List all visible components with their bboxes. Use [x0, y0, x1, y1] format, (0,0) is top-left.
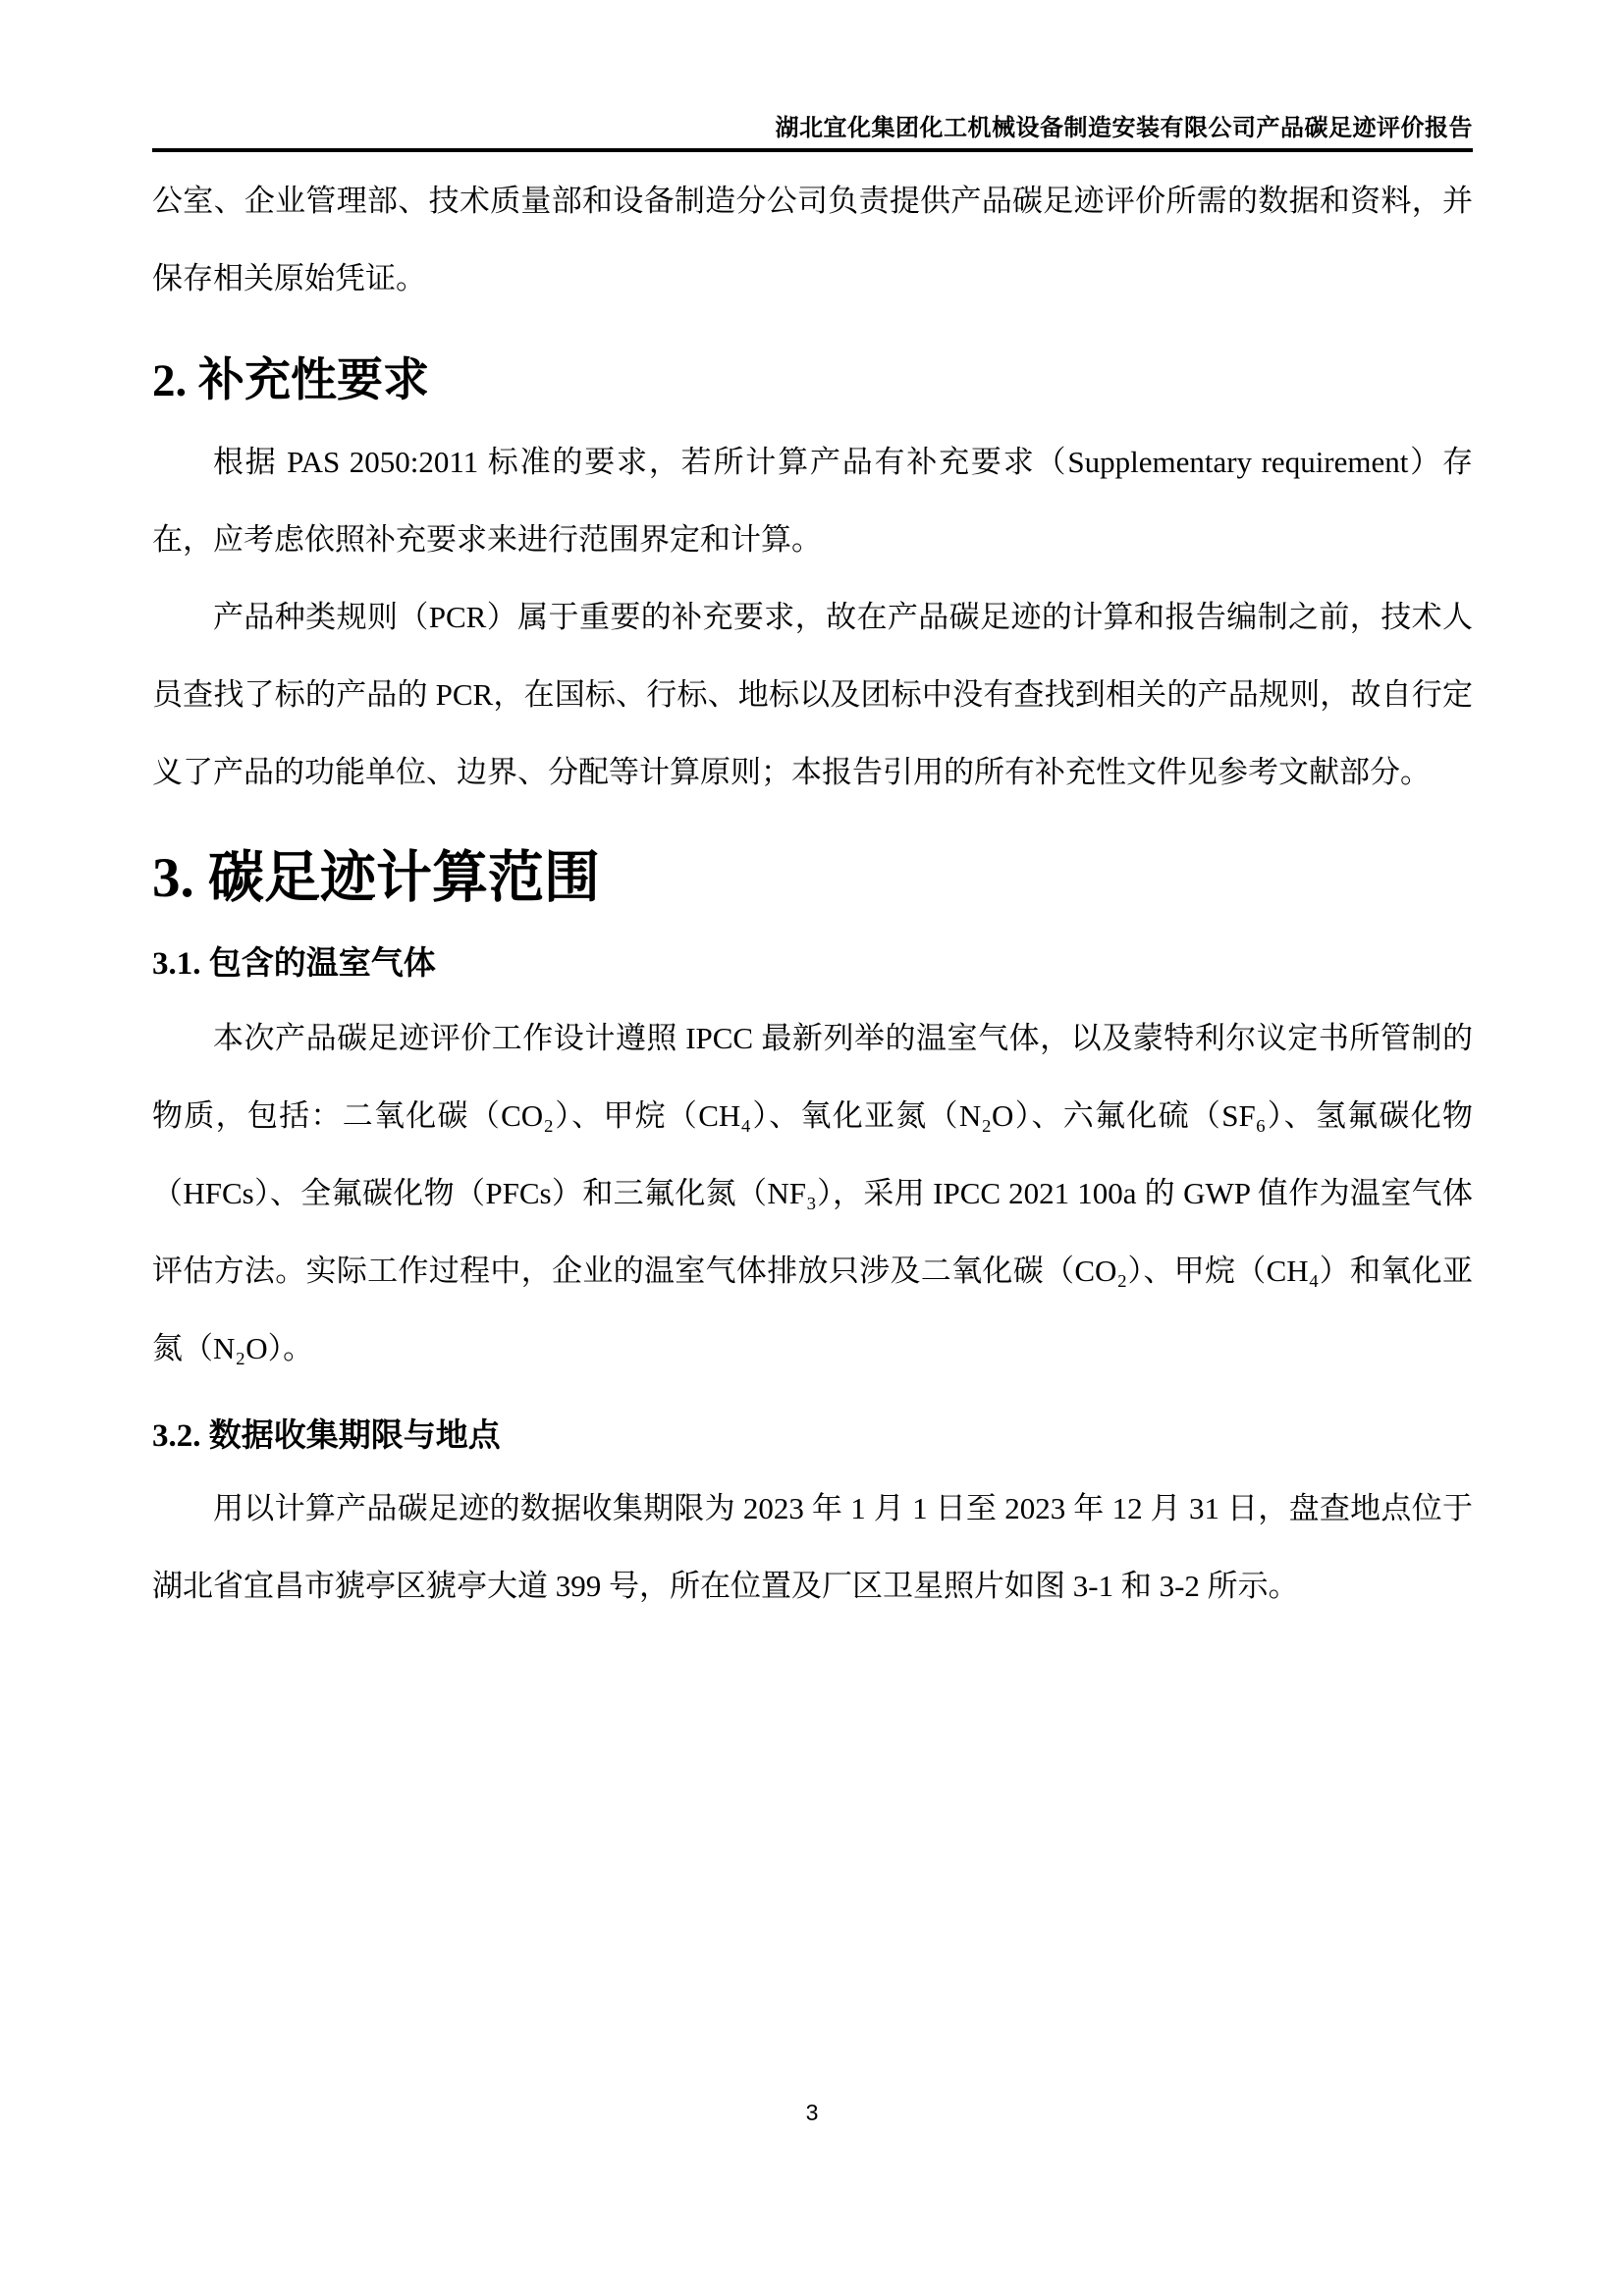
section-3-2-heading: 3.2. 数据收集期限与地点: [152, 1418, 501, 1454]
page-header-title: 湖北宜化集团化工机械设备制造安装有限公司产品碳足迹评价报告: [775, 116, 1473, 141]
section-3-heading: 3. 碳足迹计算范围: [152, 847, 600, 909]
section-2-heading: 2. 补充性要求: [152, 355, 429, 406]
intro-paragraph: 公室、企业管理部、技术质量部和设备制造分公司负责提供产品碳足迹评价所需的数据和资料，并保存相关原始凭证。: [152, 184, 1473, 295]
section-2-paragraph-1: 根据 PAS 2050:2011 标准的要求，若所计算产品有补充要求（Supplementary requirement）存在，应考虑依照补充要求来进行范围界定和计算。: [152, 445, 1473, 557]
page-number: 3: [805, 2100, 819, 2125]
section-3-1-heading: 3.1. 包含的温室气体: [152, 946, 436, 982]
header-divider: [152, 148, 1473, 152]
section-3-1-paragraph: 本次产品碳足迹评价工作设计遵照 IPCC 最新列举的温室气体，以及蒙特利尔议定书所管制的物质，包括：二氧化碳（CO₂）、甲烷（CH₄）、氧化亚氮（N₂O）、六氟化硫（SF₆）、氢氟碳化物（HFCs）、全氟碳化物（PFCs）和三氟化氮（NF₃），采用 IPCC 2021 100a 的 GWP 值作为温室气体评估方法。实际工作过程中，企业的温室气体排放只涉及二氧化碳（CO₂）、甲烷（CH₄）和氧化亚氮（N₂O）。: [152, 1021, 1473, 1365]
section-2-paragraph-2: 产品种类规则（PCR）属于重要的补充要求，故在产品碳足迹的计算和报告编制之前，技术人员查找了标的产品的 PCR，在国标、行标、地标以及团标中没有查找到相关的产品规则，故自行定义了产品的功能单位、边界、分配等计算原则；本报告引用的所有补充性文件见参考文献部分。: [152, 600, 1473, 789]
section-3-2-paragraph: 用以计算产品碳足迹的数据收集期限为 2023 年 1 月 1 日至 2023 年 12 月 31 日，盘查地点位于湖北省宜昌市猇亭区猇亭大道 399 号，所在位置及厂区卫星照片如图 3-1 和 3-2 所示。: [152, 1491, 1473, 1603]
